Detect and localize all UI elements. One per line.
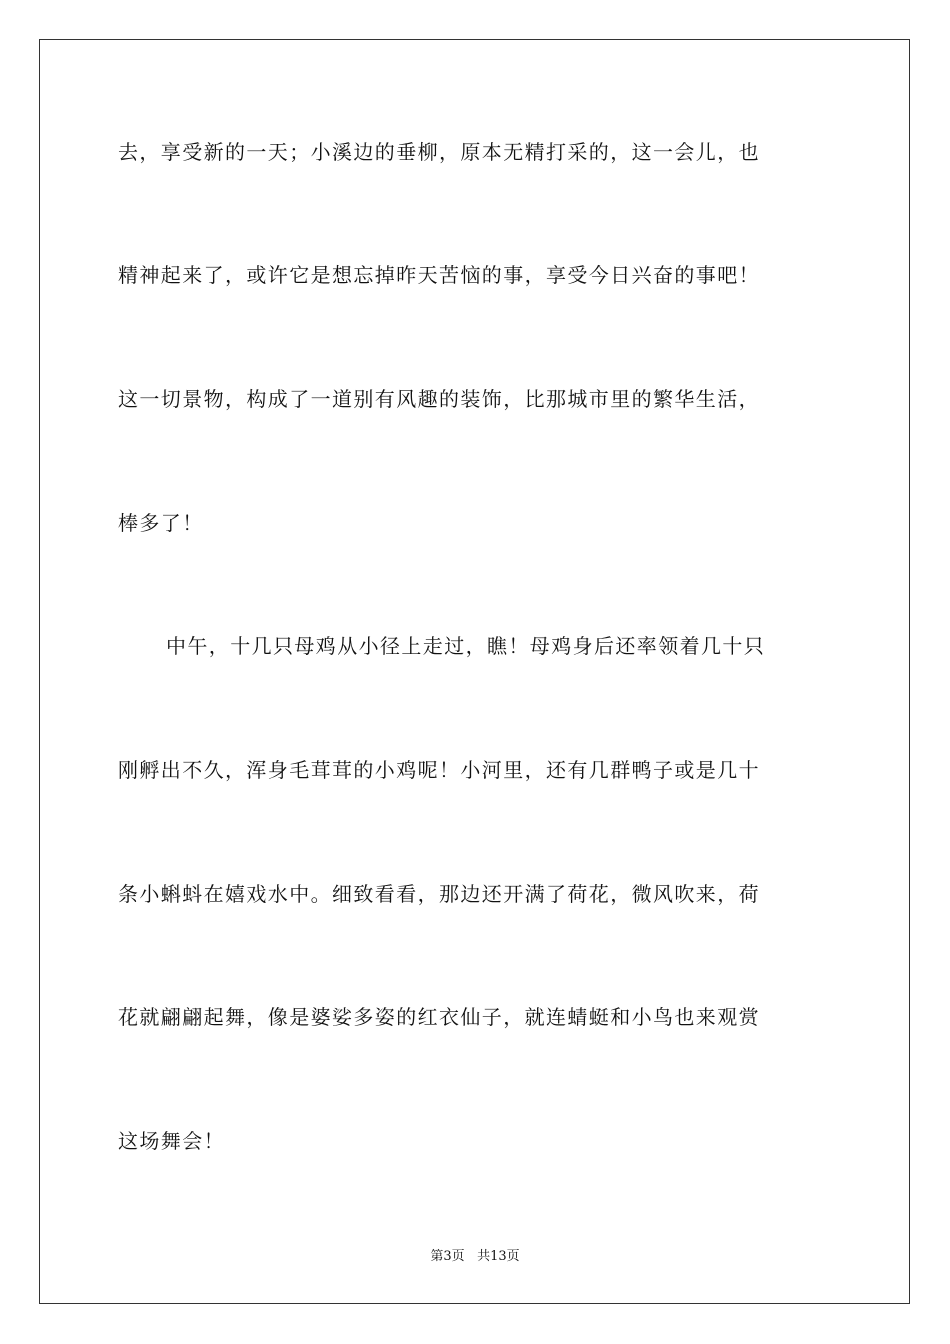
- text-line-9: 这场舞会！: [118, 1129, 225, 1153]
- text-line-1: 去，享受新的一天；小溪边的垂柳，原本无精打采的，这一会儿，也: [118, 140, 760, 164]
- text-line-5: 中午，十几只母鸡从小径上走过，瞧！母鸡身后还率领着几十只: [166, 634, 766, 658]
- text-line-2: 精神起来了，或许它是想忘掉昨天苦恼的事，享受今日兴奋的事吧！: [118, 263, 760, 287]
- text-line-3: 这一切景物，构成了一道别有风趣的装饰，比那城市里的繁华生活，: [118, 387, 760, 411]
- text-line-8: 花就翩翩起舞，像是婆娑多姿的红衣仙子，就连蜻蜓和小鸟也来观赏: [118, 1005, 760, 1029]
- page-number: 第3页: [430, 1249, 465, 1264]
- page-total: 共13页: [477, 1249, 520, 1264]
- page-footer: [0, 1248, 950, 1266]
- text-line-6: 刚孵出不久，浑身毛茸茸的小鸡呢！小河里，还有几群鸭子或是几十: [118, 758, 760, 782]
- text-line-4: 棒多了！: [118, 511, 204, 535]
- page-frame: [39, 39, 910, 1304]
- text-line-7: 条小蝌蚪在嬉戏水中。细致看看，那边还开满了荷花，微风吹来，荷: [118, 882, 760, 906]
